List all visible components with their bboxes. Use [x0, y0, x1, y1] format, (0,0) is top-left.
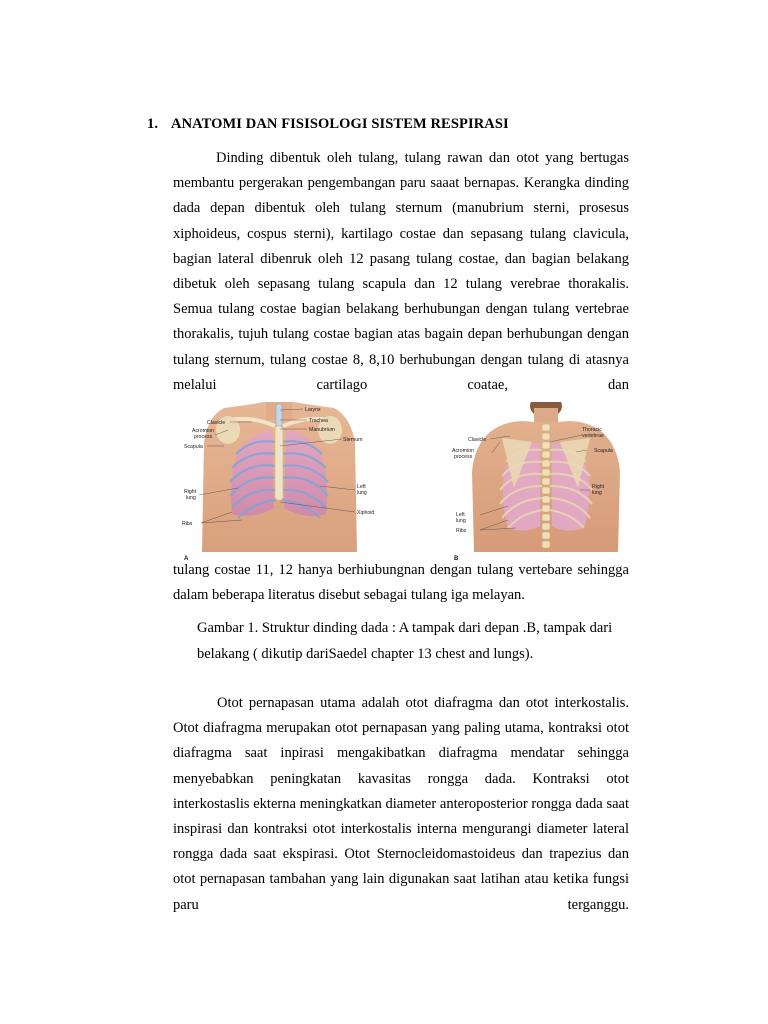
- panel-letter-a: A: [184, 556, 189, 562]
- section-number: 1.: [147, 116, 159, 132]
- label-ribs: Ribs: [182, 521, 193, 527]
- paragraph-1-continued: tulang costae 11, 12 hanya berhiubungnan dengan tulang vertebare sehingga dalam beberapa literatus disebut sebagai tulang iga melayan.: [173, 562, 629, 604]
- label-ribs-b: Ribs: [456, 528, 467, 534]
- label-scapula: Scapula: [184, 444, 203, 450]
- paragraph-2: Otot pernapasan utama adalah otot diafragma dan otot interkostalis. Otot diafragma merupakan otot pernapasan yang paling utama, kontraksi otot diafragma saat inpirasi mengakibatkan diafragma mendatar sehingga menyebabkan peningkatan kavasitas rongga dada. Kontraksi otot interkostaslis ekterna meningkatkan diameter anteroposterior rongga dada saat inspirasi dan kontraksi otot interkostalis interna mengurangi diameter lateral rongga dada saat ekspirasi. Otot Sternocleidomastoideus dan trapezius dan otot pernapasan tambahan yang lain digunakan saat latihan atau ketika fungsi paru terganggu.: [173, 695, 629, 913]
- label-trachea: Trachea: [309, 418, 328, 424]
- label-xiphoid: Xiphoid: [357, 510, 375, 516]
- label-left-lung-b: Left: [456, 512, 465, 518]
- label-manubrium: Manubrium: [309, 427, 335, 433]
- label-acromion-b-2: process: [454, 454, 473, 460]
- chest-wall-figure: [172, 402, 634, 562]
- label-right-lung-2: lung: [186, 495, 196, 501]
- panel-letter-b: B: [454, 556, 459, 562]
- label-larynx: Larynx: [305, 407, 321, 413]
- label-thoracic: Thoracic: [582, 427, 602, 433]
- label-right-lung-b-2: lung: [592, 490, 602, 496]
- label-right-lung: Right: [184, 489, 197, 495]
- label-clavicle: Clavicle: [207, 420, 226, 426]
- label-left-lung: Left: [357, 484, 366, 490]
- paragraph-1: Dinding dibentuk oleh tulang, tulang rawan dan otot yang bertugas membantu pergerakan pengembangan paru saaat bernapas. Kerangka dinding dada depan dibentuk oleh tulang sternum (manubrium sterni, prosesus xiphoideus, cospus sterni), kartilago costae dan sepasang tulang clavicula, bagian lateral dibenruk oleh 12 pasang tulang costae, dan bagian belakang dibetuk oleh sepasang tulang scapula dan 12 tulang verebrae thorakalis. Semua tulang costae bagian belakang berhubungan dengan tulang vertebrae thorakalis, tujuh tulang costae bagian atas bagain depan berhubungan dengan tulang sternum, tulang costae 8, 8,10 berhubungan dengan tulang di atasnya melalui cartilago coatae, dan: [173, 150, 629, 393]
- section-heading: [147, 116, 509, 133]
- label-sternum: Sternum: [343, 437, 363, 443]
- chest-back-view: [452, 402, 634, 562]
- chest-front-view: [172, 402, 387, 562]
- figure-caption: Gambar 1. Struktur dinding dada : A tampak dari depan .B, tampak dari belakang ( dikutip dariSaedel chapter 13 chest and lungs).: [197, 620, 613, 662]
- label-scapula-b: Scapula: [594, 448, 613, 454]
- label-acromion-2: process: [194, 434, 213, 440]
- label-left-lung-2: lung: [357, 490, 367, 496]
- section-title: ANATOMI DAN FISISOLOGI SISTEM RESPIRASI: [171, 116, 509, 132]
- label-acromion-b: Acromion: [452, 448, 474, 454]
- label-left-lung-b-2: lung: [456, 518, 466, 524]
- label-acromion: Acromion: [192, 428, 214, 434]
- label-thoracic-2: vertebrae: [582, 433, 604, 439]
- label-clavicle-b: Clavicle: [468, 437, 487, 443]
- label-right-lung-b: Right: [592, 484, 605, 490]
